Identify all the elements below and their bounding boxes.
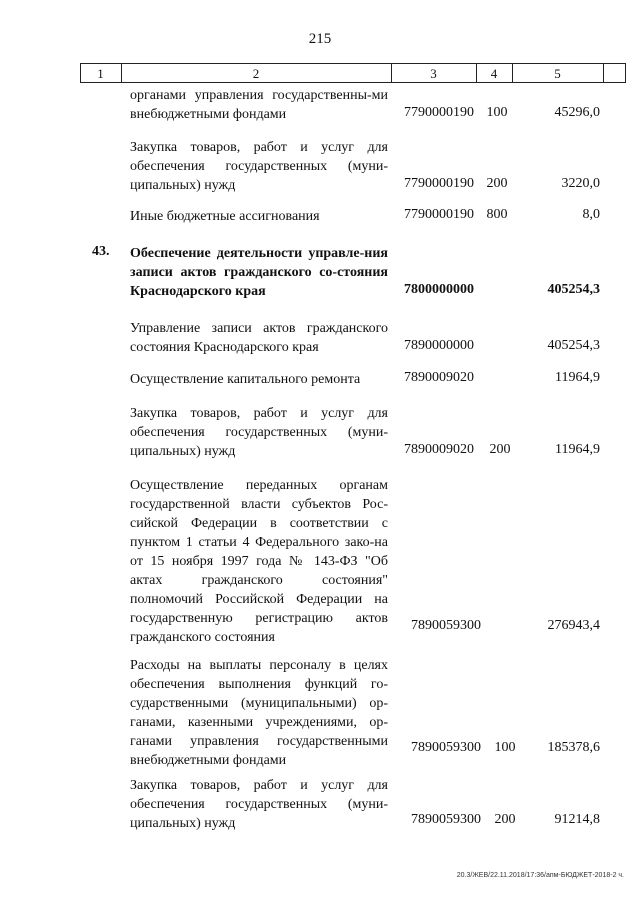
row-vr: 200 [489,442,511,457]
row-amount: 276943,4 [547,618,600,633]
row-text: Управление записи актов гражданского состояния Краснодарского края [130,321,388,355]
header-col-2: 2 [252,66,260,81]
column-divider [603,63,604,83]
row-vr: 800 [486,207,508,222]
row-vr: 100 [494,740,516,755]
row-amount: 91214,8 [554,812,600,827]
page-number: 215 [308,31,332,47]
row-code: 7790000190 [404,105,474,120]
row-text: Иные бюджетные ассигнования [130,209,320,224]
row-amount: 405254,3 [547,338,600,353]
row-text: Осуществление переданных органам государственной власти субъектов Рос-сийской Федерации в соответствии с пунктом 1 статьи 4 Федерального зако-на от 15 ноября 1997 года № 143-ФЗ "Об актах гражданского состояния" полномочий Российской Федерации на государственную регистрацию актов гражданского состояния [130,478,388,645]
section-number: 43. [92,244,110,259]
row-vr: 200 [494,812,516,827]
row-code: 7890009020 [404,370,474,385]
row-amount: 8,0 [582,207,600,222]
row-code: 7790000190 [404,207,474,222]
header-col-3: 3 [430,66,437,81]
row-amount: 11964,9 [555,442,600,457]
row-amount: 11964,9 [555,370,600,385]
row-code: 7890009020 [404,442,474,457]
row-text: Закупка товаров, работ и услуг для обеспечения государственных (муни-ципальных) нужд [130,406,388,459]
section-title: Обеспечение деятельности управле-ния записи актов гражданского со-стояния Краснодарского края [130,246,388,299]
row-text: органами управления государственны-ми внебюджетными фондами [130,88,388,122]
header-col-4: 4 [490,66,498,81]
row-code: 7890059300 [411,812,481,827]
row-code: 7790000190 [404,176,474,191]
row-amount: 3220,0 [561,176,600,191]
row-amount: 45296,0 [554,105,600,120]
row-code: 7890000000 [404,338,474,353]
row-amount: 405254,3 [547,282,600,297]
footer-stamp: 20.3/ЖЕВ/22.11.2018/17:36/апм-БЮДЖЕТ-2018-2 ч. [456,872,624,879]
row-vr: 200 [486,176,508,191]
row-text: Закупка товаров, работ и услуг для обеспечения государственных (муни-ципальных) нужд [130,778,388,831]
row-text: Закупка товаров, работ и услуг для обеспечения государственных (муни-ципальных) нужд [130,140,388,193]
row-code: 7890059300 [411,740,481,755]
row-code: 7890059300 [411,618,481,633]
row-text: Осуществление капитального ремонта [130,372,361,387]
header-col-1: 1 [97,66,104,81]
header-col-5: 5 [554,66,561,81]
row-code: 7800000000 [404,282,474,297]
row-amount: 185378,6 [547,740,600,755]
row-text: Расходы на выплаты персоналу в целях обеспечения выполнения функций го-сударственными (муниципальными) ор-ганами, казенными учреждениями, ор-ганами управления государственными внебюджетными фондами [130,658,388,768]
row-vr: 100 [486,105,508,120]
